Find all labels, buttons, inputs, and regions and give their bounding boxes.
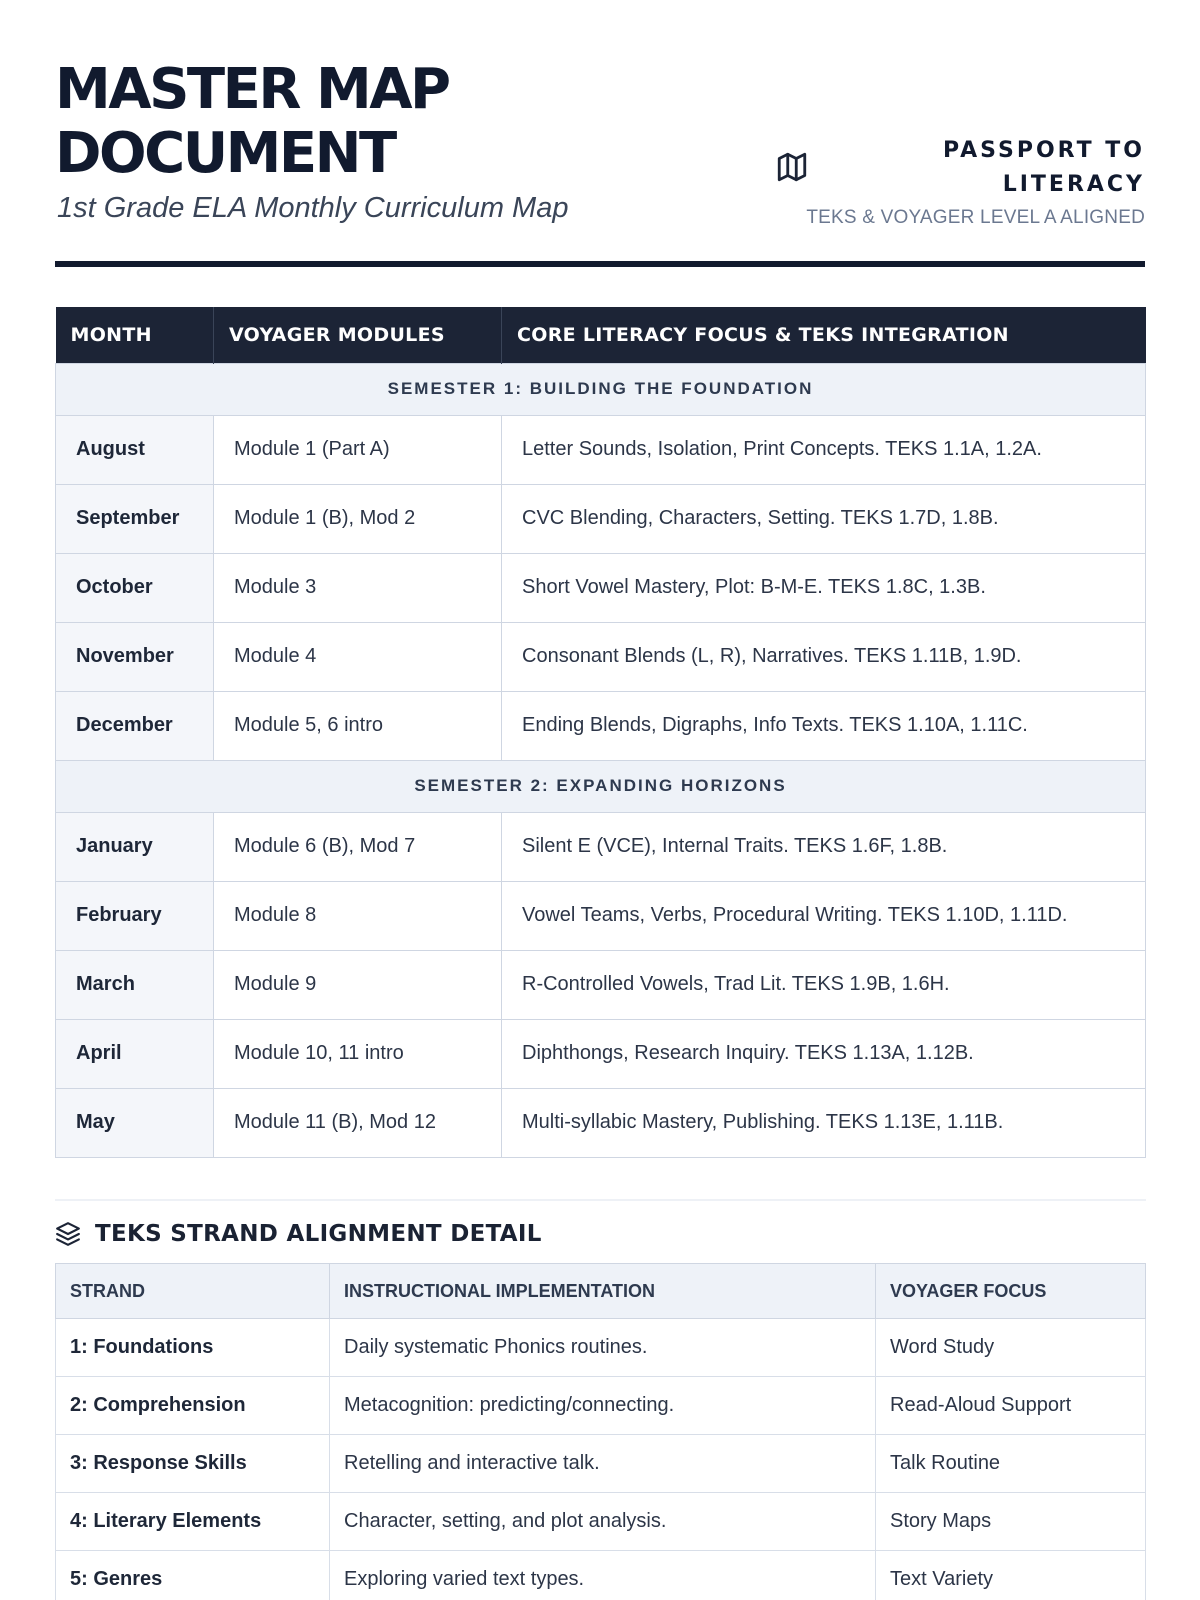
modules-cell: Module 1 (B), Mod 2: [214, 484, 502, 553]
table-row: [56, 1319, 1146, 1377]
teks-strand-table: [55, 1263, 1146, 1600]
month-cell: May: [56, 1088, 214, 1157]
column-header-strand: STRAND: [56, 1264, 330, 1319]
column-header-implementation: INSTRUCTIONAL IMPLEMENTATION: [330, 1264, 876, 1319]
title-line-1: MASTER MAP: [55, 57, 449, 122]
table-row-august: [56, 415, 1146, 484]
voyager-focus-cell: Word Study: [876, 1319, 1146, 1377]
focus-cell: Letter Sounds, Isolation, Print Concepts. TEKS 1.1A, 1.2A.: [502, 415, 1146, 484]
column-header-month: MONTH: [56, 307, 214, 363]
implementation-cell: Metacognition: predicting/connecting.: [330, 1377, 876, 1435]
brand-tagline: TEKS & VOYAGER LEVEL A ALIGNED: [806, 207, 1145, 228]
brand-name: [865, 134, 1145, 202]
focus-cell: Multi-syllabic Mastery, Publishing. TEKS 1.13E, 1.11B.: [502, 1088, 1146, 1157]
strand-cell: 5: Genres: [56, 1551, 330, 1600]
implementation-cell: Daily systematic Phonics routines.: [330, 1319, 876, 1377]
modules-cell: Module 1 (Part A): [214, 415, 502, 484]
table-row-march: [56, 950, 1146, 1019]
focus-cell: Ending Blends, Digraphs, Info Texts. TEKS 1.10A, 1.11C.: [502, 691, 1146, 760]
table-row-may: [56, 1088, 1146, 1157]
table-row-october: [56, 553, 1146, 622]
voyager-focus-cell: Text Variety: [876, 1551, 1146, 1600]
page-subtitle: 1st Grade ELA Monthly Curriculum Map: [57, 192, 569, 224]
focus-cell: R-Controlled Vowels, Trad Lit. TEKS 1.9B, 1.6H.: [502, 950, 1146, 1019]
table-row-february: [56, 881, 1146, 950]
brand-line-2: LITERACY: [1002, 172, 1145, 197]
table-row: [56, 1435, 1146, 1493]
teks-section-title: TEKS STRAND ALIGNMENT DETAIL: [95, 1221, 542, 1247]
column-header-voyager-focus: VOYAGER FOCUS: [876, 1264, 1146, 1319]
focus-cell: CVC Blending, Characters, Setting. TEKS 1.7D, 1.8B.: [502, 484, 1146, 553]
modules-cell: Module 9: [214, 950, 502, 1019]
header-divider: [55, 261, 1145, 267]
month-cell: September: [56, 484, 214, 553]
teks-section-header: [55, 1218, 542, 1250]
focus-cell: Silent E (VCE), Internal Traits. TEKS 1.6F, 1.8B.: [502, 812, 1146, 881]
layers-icon: [55, 1221, 81, 1247]
curriculum-header-row: [56, 307, 1146, 363]
table-row-april: [56, 1019, 1146, 1088]
strand-cell: 2: Comprehension: [56, 1377, 330, 1435]
table-row-november: [56, 622, 1146, 691]
modules-cell: Module 4: [214, 622, 502, 691]
teks-header-row: [56, 1264, 1146, 1319]
table-row-september: [56, 484, 1146, 553]
semester-2-label: SEMESTER 2: EXPANDING HORIZONS: [56, 760, 1146, 812]
section-divider: [55, 1199, 1146, 1201]
focus-cell: Short Vowel Mastery, Plot: B-M-E. TEKS 1.8C, 1.3B.: [502, 553, 1146, 622]
semester-1-band: [56, 363, 1146, 415]
month-cell: August: [56, 415, 214, 484]
semester-2-band: [56, 760, 1146, 812]
strand-cell: 3: Response Skills: [56, 1435, 330, 1493]
brand-line-1: PASSPORT TO: [943, 138, 1145, 163]
month-cell: December: [56, 691, 214, 760]
modules-cell: Module 11 (B), Mod 12: [214, 1088, 502, 1157]
map-icon: [775, 150, 809, 184]
voyager-focus-cell: Story Maps: [876, 1493, 1146, 1551]
table-row: [56, 1493, 1146, 1551]
column-header-focus: CORE LITERACY FOCUS & TEKS INTEGRATION: [502, 307, 1146, 363]
table-row: [56, 1551, 1146, 1600]
implementation-cell: Exploring varied text types.: [330, 1551, 876, 1600]
curriculum-table: [55, 307, 1146, 1158]
modules-cell: Module 6 (B), Mod 7: [214, 812, 502, 881]
strand-cell: 1: Foundations: [56, 1319, 330, 1377]
modules-cell: Module 3: [214, 553, 502, 622]
focus-cell: Vowel Teams, Verbs, Procedural Writing. TEKS 1.10D, 1.11D.: [502, 881, 1146, 950]
implementation-cell: Retelling and interactive talk.: [330, 1435, 876, 1493]
document-header: [55, 0, 1145, 268]
strand-cell: 4: Literary Elements: [56, 1493, 330, 1551]
title-line-2: DOCUMENT: [55, 121, 395, 186]
month-cell: April: [56, 1019, 214, 1088]
month-cell: March: [56, 950, 214, 1019]
month-cell: February: [56, 881, 214, 950]
voyager-focus-cell: Talk Routine: [876, 1435, 1146, 1493]
table-row-december: [56, 691, 1146, 760]
table-row-january: [56, 812, 1146, 881]
month-cell: January: [56, 812, 214, 881]
voyager-focus-cell: Read-Aloud Support: [876, 1377, 1146, 1435]
month-cell: October: [56, 553, 214, 622]
implementation-cell: Character, setting, and plot analysis.: [330, 1493, 876, 1551]
focus-cell: Diphthongs, Research Inquiry. TEKS 1.13A, 1.12B.: [502, 1019, 1146, 1088]
modules-cell: Module 10, 11 intro: [214, 1019, 502, 1088]
modules-cell: Module 5, 6 intro: [214, 691, 502, 760]
modules-cell: Module 8: [214, 881, 502, 950]
column-header-modules: VOYAGER MODULES: [214, 307, 502, 363]
table-row: [56, 1377, 1146, 1435]
page-title: [55, 58, 449, 186]
semester-1-label: SEMESTER 1: BUILDING THE FOUNDATION: [56, 363, 1146, 415]
month-cell: November: [56, 622, 214, 691]
focus-cell: Consonant Blends (L, R), Narratives. TEKS 1.11B, 1.9D.: [502, 622, 1146, 691]
